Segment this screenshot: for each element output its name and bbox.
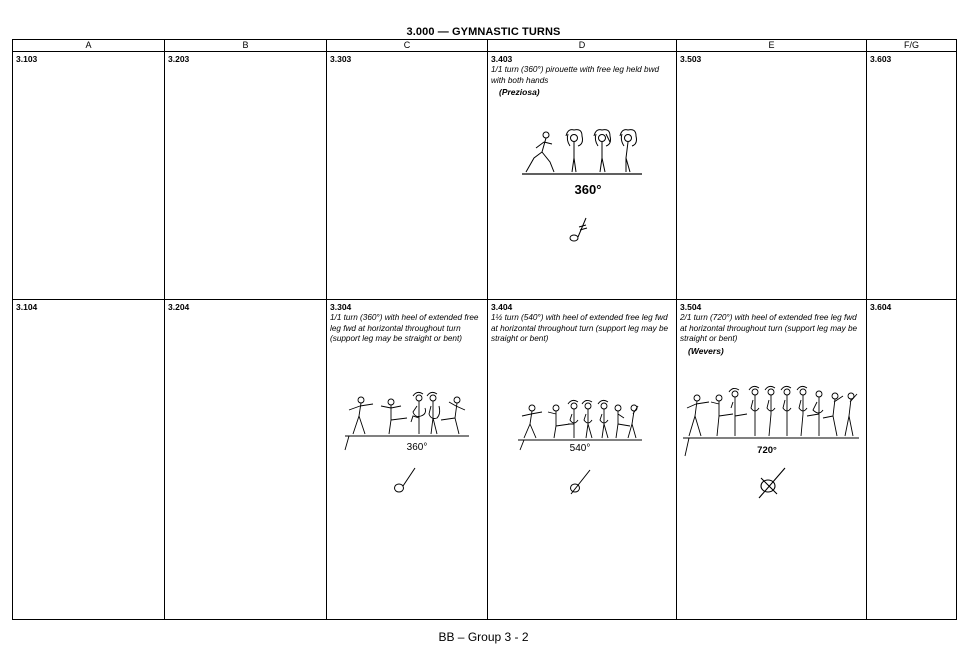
cell-3503 bbox=[677, 52, 867, 300]
element-code: 3.603 bbox=[870, 54, 892, 64]
element-code: 3.203 bbox=[168, 54, 190, 64]
cell-3104 bbox=[13, 300, 165, 620]
turn-symbol-icon bbox=[757, 466, 787, 502]
element-code: 3.403 bbox=[491, 54, 513, 64]
page-title: 3.000 — GYMNASTIC TURNS bbox=[406, 26, 561, 38]
column-header-a: A bbox=[13, 40, 165, 52]
cell-3203 bbox=[165, 52, 327, 300]
element-description: 1/1 turn (360°) with heel of extended free leg fwd at horizontal throughout turn (support leg may be straight or bent) bbox=[330, 313, 479, 343]
turn-symbol-icon bbox=[568, 468, 594, 498]
cell-3603 bbox=[867, 52, 957, 300]
column-header-fg: F/G bbox=[867, 40, 957, 52]
column-header-e: E bbox=[677, 40, 867, 52]
element-code: 3.304 bbox=[330, 302, 352, 312]
table-row bbox=[13, 300, 957, 620]
page-footer: BB – Group 3 - 2 bbox=[438, 630, 529, 644]
element-code: 3.404 bbox=[491, 302, 513, 312]
turn-symbol-icon bbox=[393, 466, 419, 496]
column-header-b: B bbox=[165, 40, 327, 52]
difficulty-table bbox=[12, 39, 957, 620]
element-name: (Wevers) bbox=[688, 345, 724, 356]
cell-3404 bbox=[488, 300, 677, 620]
element-code: 3.104 bbox=[16, 302, 38, 312]
rotation-degree-label: 720° bbox=[757, 445, 777, 456]
cell-3304 bbox=[327, 300, 488, 620]
rotation-degree-label: 360° bbox=[574, 182, 602, 197]
pirouette-figure-icon bbox=[522, 128, 642, 180]
table-row bbox=[13, 52, 957, 300]
cell-3504 bbox=[677, 300, 867, 620]
rotation-degree-label: 360° bbox=[406, 442, 428, 453]
element-description: 1½ turn (540°) with heel of extended free leg fwd at horizontal throughout turn (support leg may be straight or bent) bbox=[491, 313, 669, 343]
element-name: (Preziosa) bbox=[499, 87, 540, 97]
cell-3204 bbox=[165, 300, 327, 620]
cell-3403 bbox=[488, 52, 677, 300]
cell-3303 bbox=[327, 52, 488, 300]
element-code: 3.503 bbox=[680, 54, 702, 64]
element-code: 3.303 bbox=[330, 54, 352, 64]
element-code: 3.103 bbox=[16, 54, 38, 64]
column-header-row bbox=[13, 40, 957, 52]
element-code: 3.504 bbox=[680, 302, 702, 312]
column-header-d: D bbox=[488, 40, 677, 52]
cell-3103 bbox=[13, 52, 165, 300]
element-code: 3.204 bbox=[168, 302, 190, 312]
element-description: 2/1 turn (720°) with heel of extended free leg fwd at horizontal throughout turn (support leg may be straight or bent) bbox=[680, 313, 858, 343]
element-description: 1/1 turn (360°) pirouette with free leg held bwd with both hands bbox=[491, 65, 660, 85]
turn-symbol-icon bbox=[568, 216, 592, 244]
rotation-degree-label: 540° bbox=[569, 443, 591, 454]
column-header-c: C bbox=[327, 40, 488, 52]
cell-3604 bbox=[867, 300, 957, 620]
element-code: 3.604 bbox=[870, 302, 892, 312]
